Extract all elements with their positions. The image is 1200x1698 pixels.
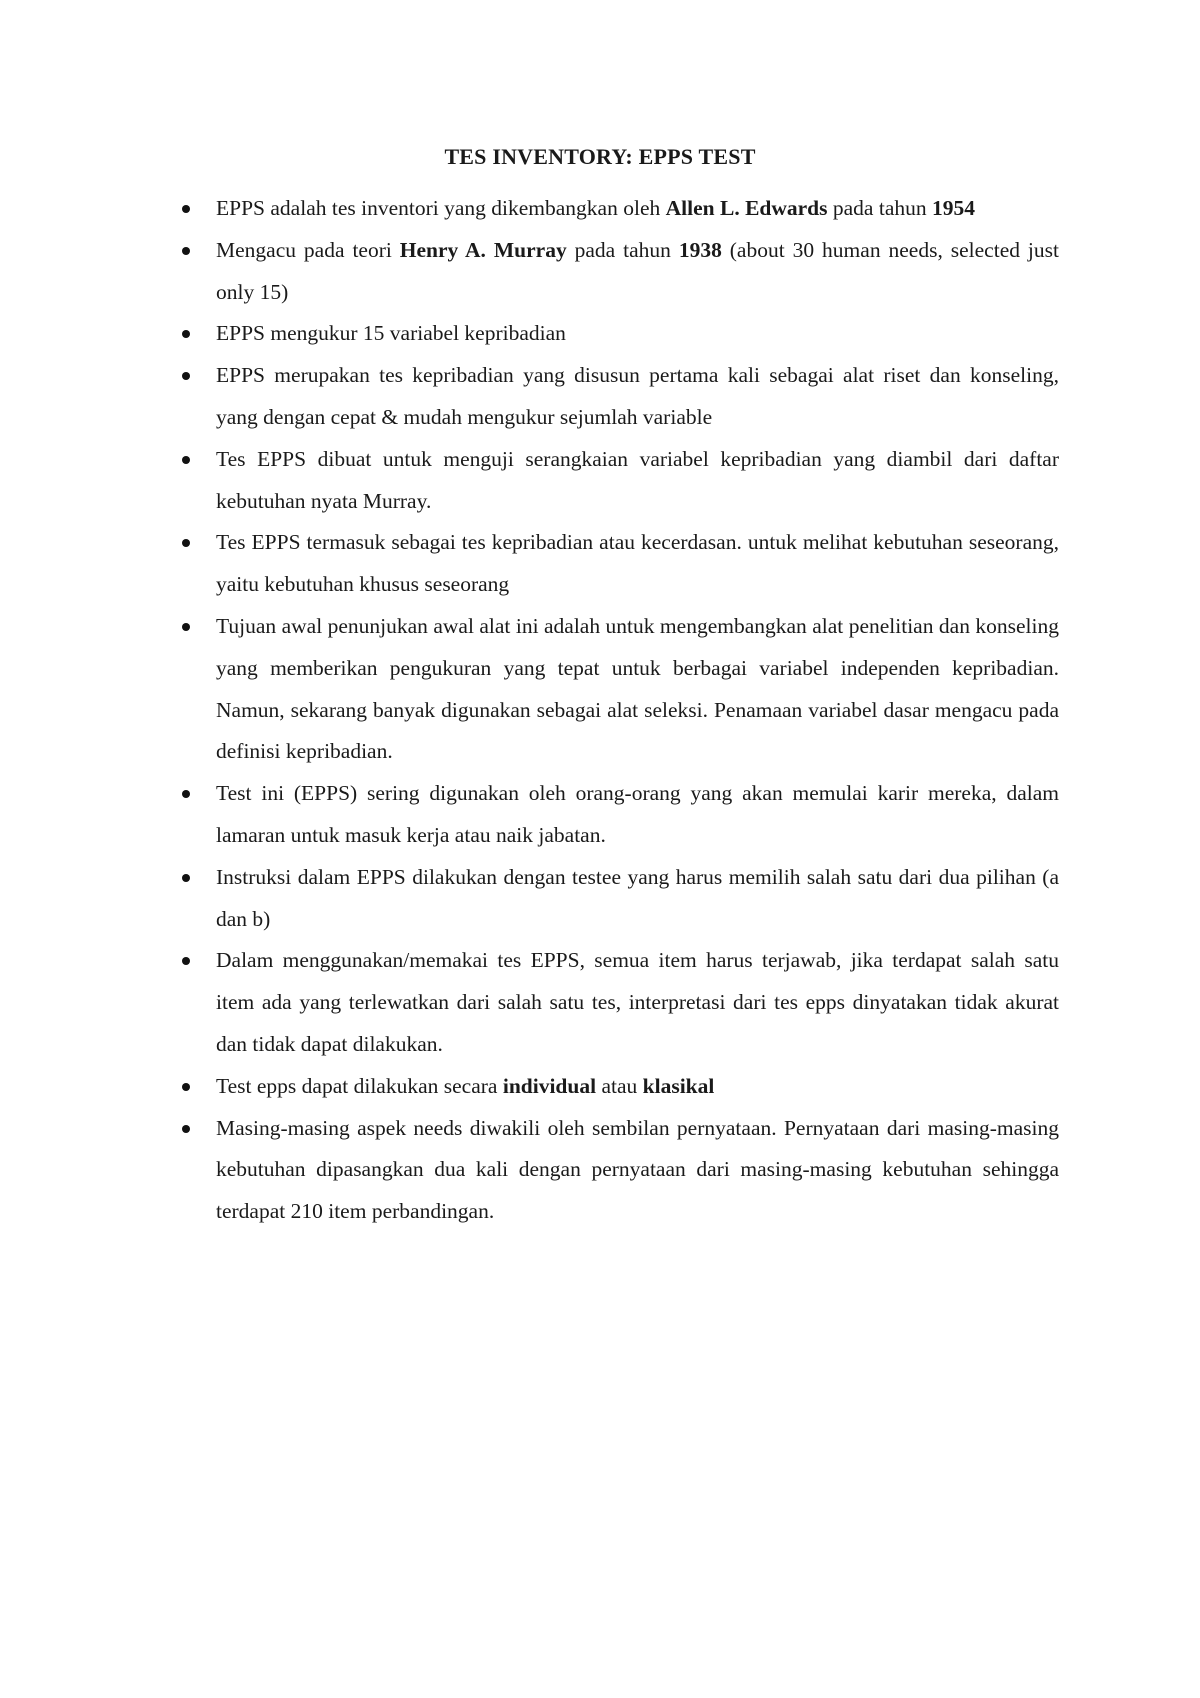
text-segment: Dalam menggunakan/memakai tes EPPS, semua item harus terjawab, jika terdapat salah satu item ada yang terlewatkan dari salah satu tes, interpretasi dari tes epps dinyatakan tidak akurat dan tidak dapat dilakukan.	[216, 948, 1059, 1056]
bullet-dot-icon	[182, 539, 190, 547]
list-item-text	[216, 1074, 714, 1098]
list-item-text	[216, 865, 1059, 931]
list-item-text	[216, 1116, 1059, 1224]
list-item	[176, 230, 1059, 314]
list-item-text	[216, 363, 1059, 429]
list-item	[176, 857, 1059, 941]
text-segment: pada tahun	[827, 196, 932, 220]
text-segment: atau	[596, 1073, 643, 1098]
list-item-text	[216, 614, 1059, 763]
bold-text: klasikal	[642, 1073, 715, 1098]
bullet-dot-icon	[182, 1125, 190, 1133]
bullet-dot-icon	[182, 372, 190, 380]
bullet-dot-icon	[182, 957, 190, 965]
text-segment: EPPS adalah tes inventori yang dikembangkan oleh	[216, 196, 666, 220]
list-item-text	[216, 238, 1059, 304]
list-item	[176, 606, 1059, 773]
list-item-text	[216, 781, 1059, 847]
list-item	[176, 1108, 1059, 1233]
bullet-dot-icon	[182, 1083, 190, 1091]
bullet-dot-icon	[182, 247, 190, 255]
bullet-dot-icon	[182, 623, 190, 631]
bullet-dot-icon	[182, 874, 190, 882]
bullet-dot-icon	[182, 790, 190, 798]
text-segment: Mengacu pada teori	[216, 237, 400, 262]
list-item	[176, 940, 1059, 1065]
text-segment: EPPS mengukur 15 variabel kepribadian	[216, 321, 566, 346]
list-item-text	[216, 447, 1059, 513]
text-segment: Masing-masing aspek needs diwakili oleh sembilan pernyataan. Pernyataan dari masing-masing kebutuhan dipasangkan dua kali dengan pernyataan dari masing-masing kebutuhan sehingga terdapat 210 item perbandingan.	[216, 1115, 1059, 1224]
list-item-text	[216, 948, 1059, 1056]
text-segment: EPPS merupakan tes kepribadian yang disusun pertama kali sebagai alat riset dan konseling, yang dengan cepat & mudah mengukur sejumlah variable	[216, 363, 1059, 429]
bold-text: Allen L. Edwards	[665, 196, 828, 220]
list-item	[176, 522, 1059, 606]
bullet-list	[176, 188, 1059, 1233]
text-segment: Test epps dapat dilakukan secara	[216, 1073, 503, 1098]
text-segment: Test ini (EPPS) sering digunakan oleh orang-orang yang akan memulai karir mereka, dalam lamaran untuk masuk kerja atau naik jabatan.	[216, 781, 1059, 847]
list-item	[176, 439, 1059, 523]
list-item-text	[216, 196, 975, 220]
page-title: TES INVENTORY: EPPS TEST	[444, 144, 756, 169]
text-segment: pada tahun	[566, 237, 679, 262]
bullet-dot-icon	[182, 205, 190, 213]
list-item	[176, 313, 1059, 355]
text-segment: Instruksi dalam EPPS dilakukan dengan testee yang harus memilih salah satu dari dua pilihan (a dan b)	[216, 864, 1059, 931]
bold-text: 1938	[678, 237, 722, 262]
bold-text: Henry A. Murray	[399, 237, 567, 262]
list-item	[176, 355, 1059, 439]
text-segment: Tes EPPS termasuk sebagai tes kepribadian atau kecerdasan. untuk melihat kebutuhan seseorang, yaitu kebutuhan khusus seseorang	[216, 530, 1059, 597]
list-item	[176, 773, 1059, 857]
list-item-text	[216, 530, 1059, 596]
text-segment: Tes EPPS dibuat untuk menguji serangkaian variabel kepribadian yang diambil dari daftar kebutuhan nyata Murray.	[216, 446, 1059, 513]
list-item	[176, 1066, 1059, 1108]
list-item-text	[216, 321, 566, 345]
bullet-dot-icon	[182, 330, 190, 338]
bullet-dot-icon	[182, 456, 190, 464]
text-segment: Tujuan awal penunjukan awal alat ini adalah untuk mengembangkan alat penelitian dan konseling yang memberikan pengukuran yang tepat untuk berbagai variabel independen kepribadian. Namun, sekarang banyak digunakan sebagai alat seleksi. Penamaan variabel dasar mengacu pada definisi kepribadian.	[216, 613, 1059, 764]
text-segment: (about 30 human needs, selected just only 15)	[216, 237, 1059, 304]
list-item	[176, 188, 1059, 230]
bold-text: individual	[502, 1073, 597, 1098]
bold-text: 1954	[932, 196, 975, 220]
